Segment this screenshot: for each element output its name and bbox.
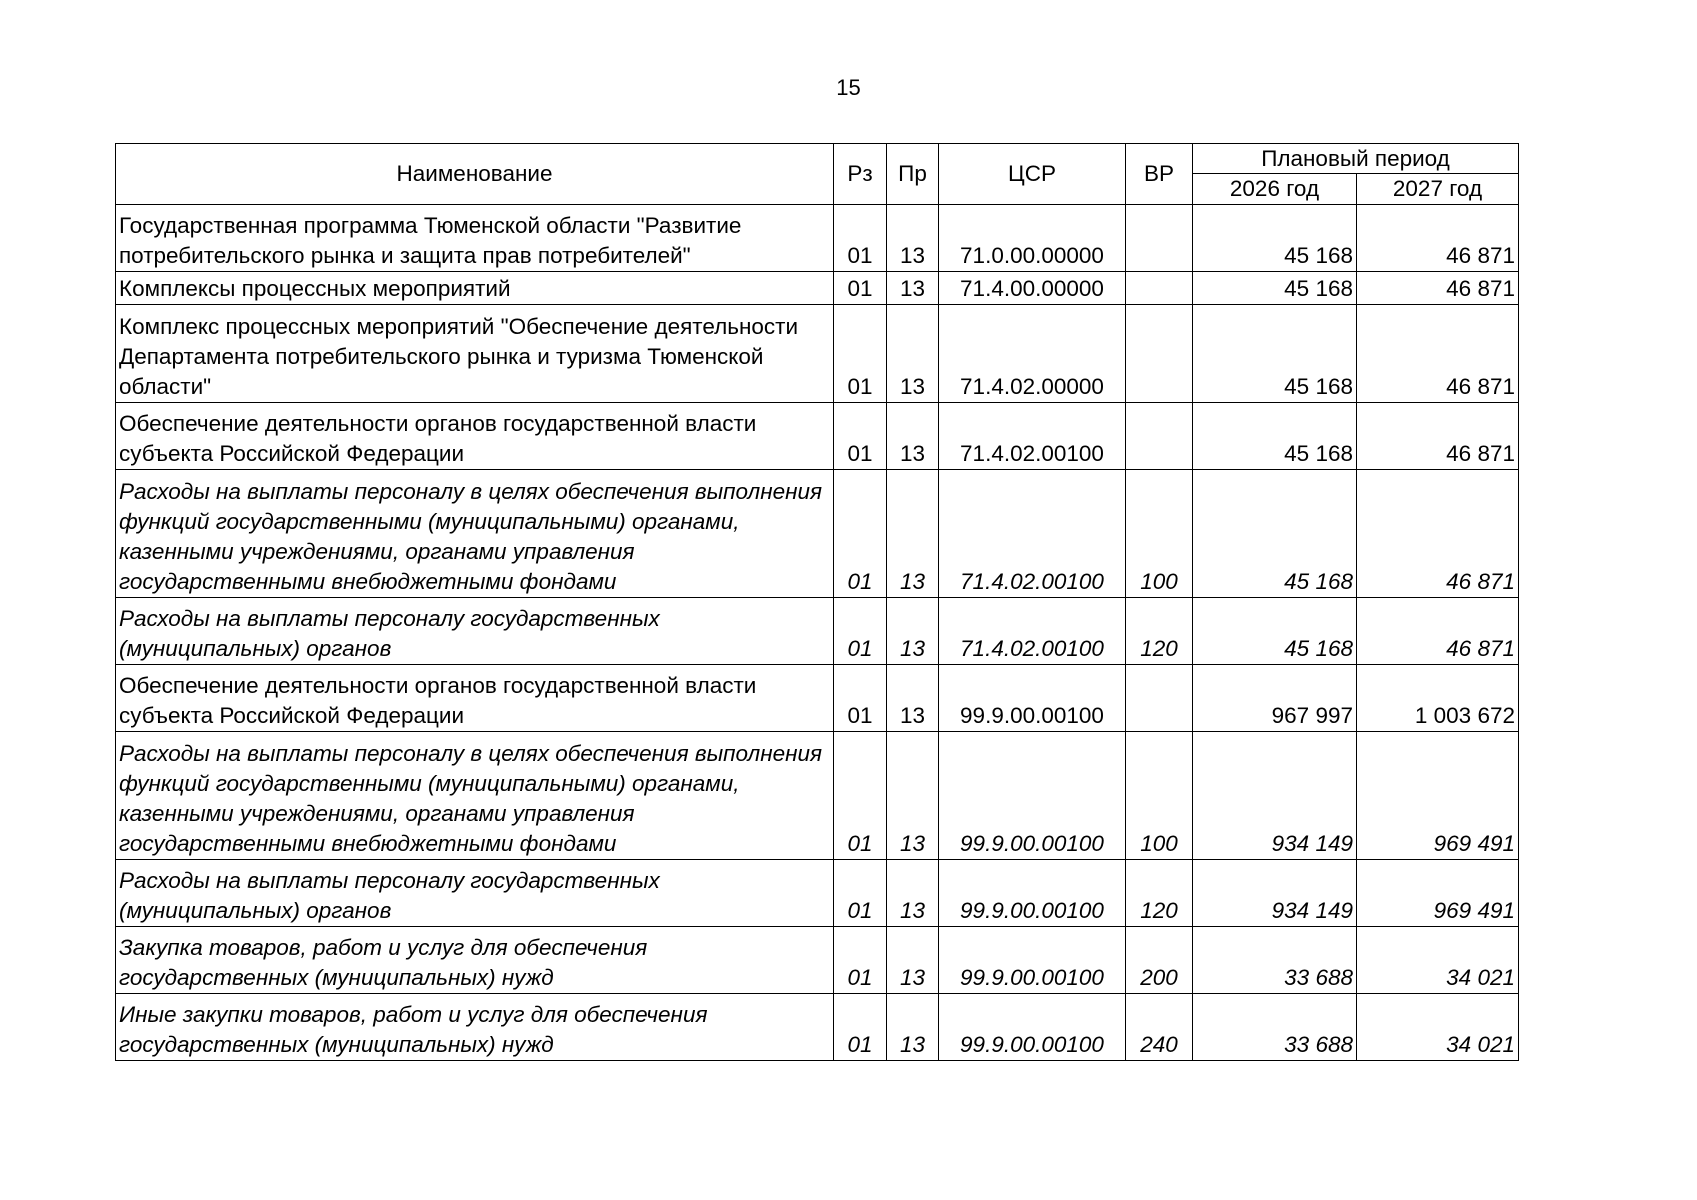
row-vr bbox=[1126, 403, 1193, 470]
header-name: Наименование bbox=[116, 144, 834, 205]
table-row bbox=[116, 305, 1519, 403]
table-row bbox=[116, 598, 1519, 665]
row-pr: 13 bbox=[887, 732, 939, 860]
row-rz: 01 bbox=[834, 272, 887, 305]
row-value-2027: 46 871 bbox=[1357, 205, 1519, 272]
row-vr: 120 bbox=[1126, 598, 1193, 665]
row-csr: 71.4.02.00100 bbox=[939, 598, 1126, 665]
header-pr: Пр bbox=[887, 144, 939, 205]
row-vr: 240 bbox=[1126, 994, 1193, 1061]
table-row bbox=[116, 403, 1519, 470]
row-name: Государственная программа Тюменской области "Развитие потребительского рынка и защита прав потребителей" bbox=[116, 205, 834, 272]
row-name: Иные закупки товаров, работ и услуг для обеспечения государственных (муниципальных) нужд bbox=[116, 994, 834, 1061]
table-row bbox=[116, 927, 1519, 994]
row-vr: 120 bbox=[1126, 860, 1193, 927]
header-year-2027: 2027 год bbox=[1357, 174, 1519, 205]
row-rz: 01 bbox=[834, 470, 887, 598]
row-rz: 01 bbox=[834, 305, 887, 403]
row-value-2027: 46 871 bbox=[1357, 403, 1519, 470]
header-csr: ЦСР bbox=[939, 144, 1126, 205]
row-vr: 200 bbox=[1126, 927, 1193, 994]
row-value-2027: 969 491 bbox=[1357, 732, 1519, 860]
row-value-2026: 33 688 bbox=[1193, 994, 1357, 1061]
row-rz: 01 bbox=[834, 860, 887, 927]
table-row bbox=[116, 860, 1519, 927]
row-name: Комплексы процессных мероприятий bbox=[116, 272, 834, 305]
row-vr bbox=[1126, 272, 1193, 305]
row-vr: 100 bbox=[1126, 732, 1193, 860]
header-rz: Рз bbox=[834, 144, 887, 205]
row-csr: 71.4.02.00100 bbox=[939, 470, 1126, 598]
table-row bbox=[116, 665, 1519, 732]
row-value-2027: 46 871 bbox=[1357, 470, 1519, 598]
row-value-2026: 45 168 bbox=[1193, 598, 1357, 665]
row-pr: 13 bbox=[887, 598, 939, 665]
row-csr: 99.9.00.00100 bbox=[939, 860, 1126, 927]
row-rz: 01 bbox=[834, 927, 887, 994]
row-pr: 13 bbox=[887, 470, 939, 598]
row-pr: 13 bbox=[887, 927, 939, 994]
row-rz: 01 bbox=[834, 994, 887, 1061]
row-value-2027: 969 491 bbox=[1357, 860, 1519, 927]
table-row bbox=[116, 470, 1519, 598]
row-name: Закупка товаров, работ и услуг для обеспечения государственных (муниципальных) нужд bbox=[116, 927, 834, 994]
row-pr: 13 bbox=[887, 860, 939, 927]
header-vr: ВР bbox=[1126, 144, 1193, 205]
row-name: Расходы на выплаты персоналу в целях обеспечения выполнения функций государственными (муниципальными) органами, казенными учреждениями, органами управления государственными внебюджетными фондами bbox=[116, 732, 834, 860]
row-value-2026: 33 688 bbox=[1193, 927, 1357, 994]
row-value-2026: 45 168 bbox=[1193, 305, 1357, 403]
row-value-2026: 967 997 bbox=[1193, 665, 1357, 732]
row-vr bbox=[1126, 205, 1193, 272]
row-vr bbox=[1126, 305, 1193, 403]
row-csr: 71.4.02.00000 bbox=[939, 305, 1126, 403]
row-name: Обеспечение деятельности органов государственной власти субъекта Российской Федерации bbox=[116, 665, 834, 732]
row-rz: 01 bbox=[834, 403, 887, 470]
row-vr bbox=[1126, 665, 1193, 732]
row-name: Расходы на выплаты персоналу государственных (муниципальных) органов bbox=[116, 860, 834, 927]
row-name: Расходы на выплаты персоналу государственных (муниципальных) органов bbox=[116, 598, 834, 665]
row-pr: 13 bbox=[887, 272, 939, 305]
row-csr: 99.9.00.00100 bbox=[939, 994, 1126, 1061]
header-planned-period: Плановый период bbox=[1193, 144, 1519, 174]
row-value-2026: 934 149 bbox=[1193, 860, 1357, 927]
row-value-2027: 1 003 672 bbox=[1357, 665, 1519, 732]
row-rz: 01 bbox=[834, 732, 887, 860]
row-csr: 99.9.00.00100 bbox=[939, 665, 1126, 732]
table-row bbox=[116, 272, 1519, 305]
row-rz: 01 bbox=[834, 665, 887, 732]
row-pr: 13 bbox=[887, 665, 939, 732]
row-value-2026: 45 168 bbox=[1193, 272, 1357, 305]
row-value-2027: 34 021 bbox=[1357, 927, 1519, 994]
budget-table bbox=[115, 143, 1519, 1061]
row-csr: 71.4.00.00000 bbox=[939, 272, 1126, 305]
row-value-2027: 46 871 bbox=[1357, 272, 1519, 305]
row-csr: 71.0.00.00000 bbox=[939, 205, 1126, 272]
table-body bbox=[116, 205, 1519, 1061]
row-rz: 01 bbox=[834, 598, 887, 665]
table-row bbox=[116, 205, 1519, 272]
row-value-2026: 45 168 bbox=[1193, 470, 1357, 598]
row-rz: 01 bbox=[834, 205, 887, 272]
row-pr: 13 bbox=[887, 994, 939, 1061]
row-value-2026: 45 168 bbox=[1193, 205, 1357, 272]
row-value-2026: 45 168 bbox=[1193, 403, 1357, 470]
table-row bbox=[116, 732, 1519, 860]
row-value-2027: 34 021 bbox=[1357, 994, 1519, 1061]
row-name: Расходы на выплаты персоналу в целях обеспечения выполнения функций государственными (муниципальными) органами, казенными учреждениями, органами управления государственными внебюджетными фондами bbox=[116, 470, 834, 598]
table-row bbox=[116, 994, 1519, 1061]
page-number: 15 bbox=[836, 75, 861, 100]
row-value-2027: 46 871 bbox=[1357, 305, 1519, 403]
row-csr: 71.4.02.00100 bbox=[939, 403, 1126, 470]
row-pr: 13 bbox=[887, 305, 939, 403]
row-value-2027: 46 871 bbox=[1357, 598, 1519, 665]
row-vr: 100 bbox=[1126, 470, 1193, 598]
row-pr: 13 bbox=[887, 403, 939, 470]
table-header bbox=[116, 144, 1519, 205]
row-name: Обеспечение деятельности органов государственной власти субъекта Российской Федерации bbox=[116, 403, 834, 470]
header-year-2026: 2026 год bbox=[1193, 174, 1357, 205]
row-value-2026: 934 149 bbox=[1193, 732, 1357, 860]
row-name: Комплекс процессных мероприятий "Обеспечение деятельности Департамента потребительского рынка и туризма Тюменской области" bbox=[116, 305, 834, 403]
row-pr: 13 bbox=[887, 205, 939, 272]
row-csr: 99.9.00.00100 bbox=[939, 927, 1126, 994]
row-csr: 99.9.00.00100 bbox=[939, 732, 1126, 860]
